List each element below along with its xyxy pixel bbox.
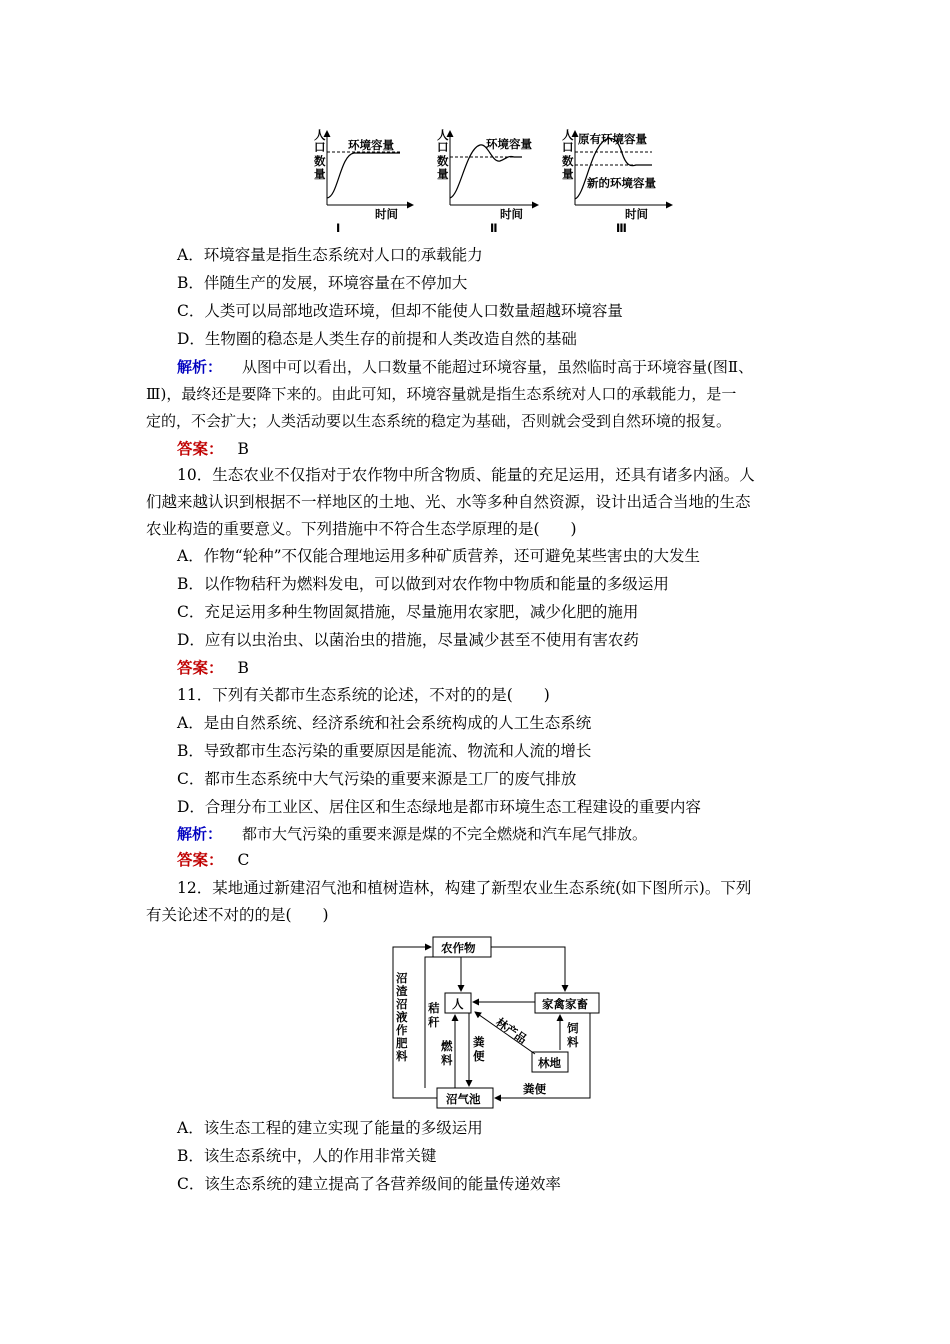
answer-label: 答案： <box>177 439 224 458</box>
svg-text:沼: 沼 <box>396 971 408 985</box>
answer-value: C <box>237 851 250 869</box>
y-axis-char: 数 <box>437 154 449 168</box>
q11-answer <box>177 849 249 871</box>
y-axis-char: 口 <box>314 140 326 154</box>
original-capacity-label: 原有环境容量 <box>578 132 647 146</box>
answer-label: 答案： <box>177 850 224 869</box>
svg-text:秸: 秸 <box>428 1001 440 1015</box>
q11-option-b: B．导致都市生态污染的重要原因是能流、物流和人流的增长 <box>177 742 592 760</box>
y-axis-char: 数 <box>314 154 326 168</box>
q10-option-d: D．应有以虫治虫、以菌治虫的措施，尽量减少甚至不使用有害农药 <box>177 631 639 649</box>
svg-text:沼: 沼 <box>396 997 408 1011</box>
panel-roman: Ⅲ <box>616 221 627 235</box>
capacity-label: 环境容量 <box>486 137 532 151</box>
q9-analysis-line-3: 定的，不会扩大；人类活动要以生态系统的稳定为基础，否则就会受到自然环境的报复。 <box>146 412 732 430</box>
node-biogas: 沼气池 <box>446 1092 481 1106</box>
q10-option-c: C．充足运用多种生物固氮措施，尽量施用农家肥，减少化肥的施用 <box>177 603 639 621</box>
svg-text:便: 便 <box>473 1049 485 1063</box>
svg-text:肥: 肥 <box>396 1036 408 1050</box>
q9-analysis-line-2: Ⅲ)，最终还是要降下来的。由此可知，环境容量就是指生态系统对人口的承载能力，是一 <box>146 385 737 403</box>
q11-option-c: C．都市生态系统中大气污染的重要来源是工厂的废气排放 <box>177 770 577 788</box>
edge-label-feed <box>567 1021 579 1049</box>
x-axis-label: 时间 <box>375 207 398 221</box>
y-axis-char: 量 <box>437 167 449 181</box>
analysis-text: 从图中可以看出，人口数量不能超过环境容量，虽然临时高于环境容量(图Ⅱ、 <box>242 358 754 376</box>
q10-option-b: B．以作物秸秆为燃料发电，可以做到对农作物中物质和能量的多级运用 <box>177 575 669 593</box>
svg-text:液: 液 <box>396 1010 408 1024</box>
q10-option-a: A．作物“轮种”不仅能合理地运用多种矿质营养，还可避免某些害虫的大发生 <box>177 547 701 565</box>
q10-answer <box>177 657 249 679</box>
y-axis-char: 人 <box>437 128 449 142</box>
answer-value: B <box>237 659 249 677</box>
node-crops: 农作物 <box>441 941 476 955</box>
ecosystem-diagram <box>385 932 605 1112</box>
x-axis-label: 时间 <box>500 207 523 221</box>
svg-text:秆: 秆 <box>428 1015 440 1029</box>
svg-text:林产品: 林产品 <box>493 1014 530 1047</box>
svg-text:料: 料 <box>396 1049 408 1063</box>
q9-answer <box>177 438 249 460</box>
edge-label-manure-poultry <box>523 1082 546 1096</box>
edge-label-fuel <box>440 1039 453 1067</box>
panel-roman: Ⅰ <box>336 221 341 235</box>
q9-option-b: B．伴随生产的发展，环境容量在不停加大 <box>177 274 468 292</box>
svg-text:料: 料 <box>567 1035 579 1049</box>
new-capacity-label: 新的环境容量 <box>587 176 656 190</box>
q9-option-d: D．生物圈的稳态是人类生存的前提和人类改造自然的基础 <box>177 330 577 348</box>
panel-1 <box>314 128 413 235</box>
q10-stem-line-2: 们越来越认识到根据不一样地区的土地、光、水等多种自然资源，设计出适合当地的生态 <box>146 493 751 511</box>
panel-2 <box>437 128 538 235</box>
answer-value: B <box>237 440 249 458</box>
q11-stem: 11．下列有关都市生态系统的论述，不对的的是( ) <box>177 686 550 704</box>
svg-text:渣: 渣 <box>396 984 408 998</box>
q12-option-c: C．该生态系统的建立提高了各营养级间的能量传递效率 <box>177 1175 561 1193</box>
analysis-label: 解析： <box>177 358 223 376</box>
svg-text:饲: 饲 <box>567 1021 579 1035</box>
panel-3 <box>562 128 672 235</box>
x-axis-label: 时间 <box>625 207 648 221</box>
analysis-label: 解析： <box>177 825 223 843</box>
edge-label-residue-fertilizer <box>396 971 408 1063</box>
q9-option-a: A．环境容量是指生态系统对人口的承载能力 <box>177 246 483 264</box>
q12-stem-line-2: 有关论述不对的的是( ) <box>146 906 329 924</box>
svg-text:作: 作 <box>396 1023 408 1037</box>
svg-text:粪便: 粪便 <box>523 1082 546 1096</box>
y-axis-char: 人 <box>562 128 574 142</box>
q10-stem-line-3: 农业构造的重要意义。下列措施中不符合生态学原理的是( ) <box>146 520 577 538</box>
node-poultry: 家禽家畜 <box>542 997 588 1011</box>
y-axis-char: 口 <box>562 140 574 154</box>
edge-label-forest-products <box>493 1015 530 1047</box>
analysis-text: 都市大气污染的重要来源是煤的不完全燃烧和汽车尾气排放。 <box>242 825 648 843</box>
q12-stem-line-1: 12．某地通过新建沼气池和植树造林，构建了新型农业生态系统(如下图所示)。下列 <box>177 879 752 897</box>
y-axis-char: 数 <box>562 154 574 168</box>
environment-capacity-figure <box>300 125 680 237</box>
edge-label-straw <box>428 1001 440 1029</box>
edge-label-manure-human <box>473 1035 485 1063</box>
q11-option-a: A．是由自然系统、经济系统和社会系统构成的人工生态系统 <box>177 714 592 732</box>
q12-option-b: B．该生态系统中，人的作用非常关键 <box>177 1147 437 1165</box>
y-axis-char: 人 <box>314 128 326 142</box>
y-axis-char: 量 <box>314 167 326 181</box>
q12-option-a: A．该生态工程的建立实现了能量的多级运用 <box>177 1119 483 1137</box>
svg-text:料: 料 <box>441 1053 453 1067</box>
q10-stem-line-1: 10．生态农业不仅指对于农作物中所含物质、能量的充足运用，还具有诸多内涵。人 <box>177 466 755 484</box>
q9-option-c: C．人类可以局部地改造环境，但却不能使人口数量超越环境容量 <box>177 302 623 320</box>
q11-analysis <box>177 823 647 845</box>
node-human: 人 <box>452 997 464 1011</box>
y-axis-char: 量 <box>562 167 574 181</box>
svg-text:粪: 粪 <box>473 1035 485 1049</box>
panel-roman: Ⅱ <box>490 221 498 235</box>
capacity-label: 环境容量 <box>348 138 394 152</box>
y-axis-char: 口 <box>437 140 449 154</box>
svg-text:燃: 燃 <box>441 1039 453 1053</box>
node-forest: 林地 <box>538 1056 561 1070</box>
answer-label: 答案： <box>177 658 224 677</box>
q9-analysis-line-1 <box>177 356 753 378</box>
q11-option-d: D．合理分布工业区、居住区和生态绿地是都市环境生态工程建设的重要内容 <box>177 798 701 816</box>
